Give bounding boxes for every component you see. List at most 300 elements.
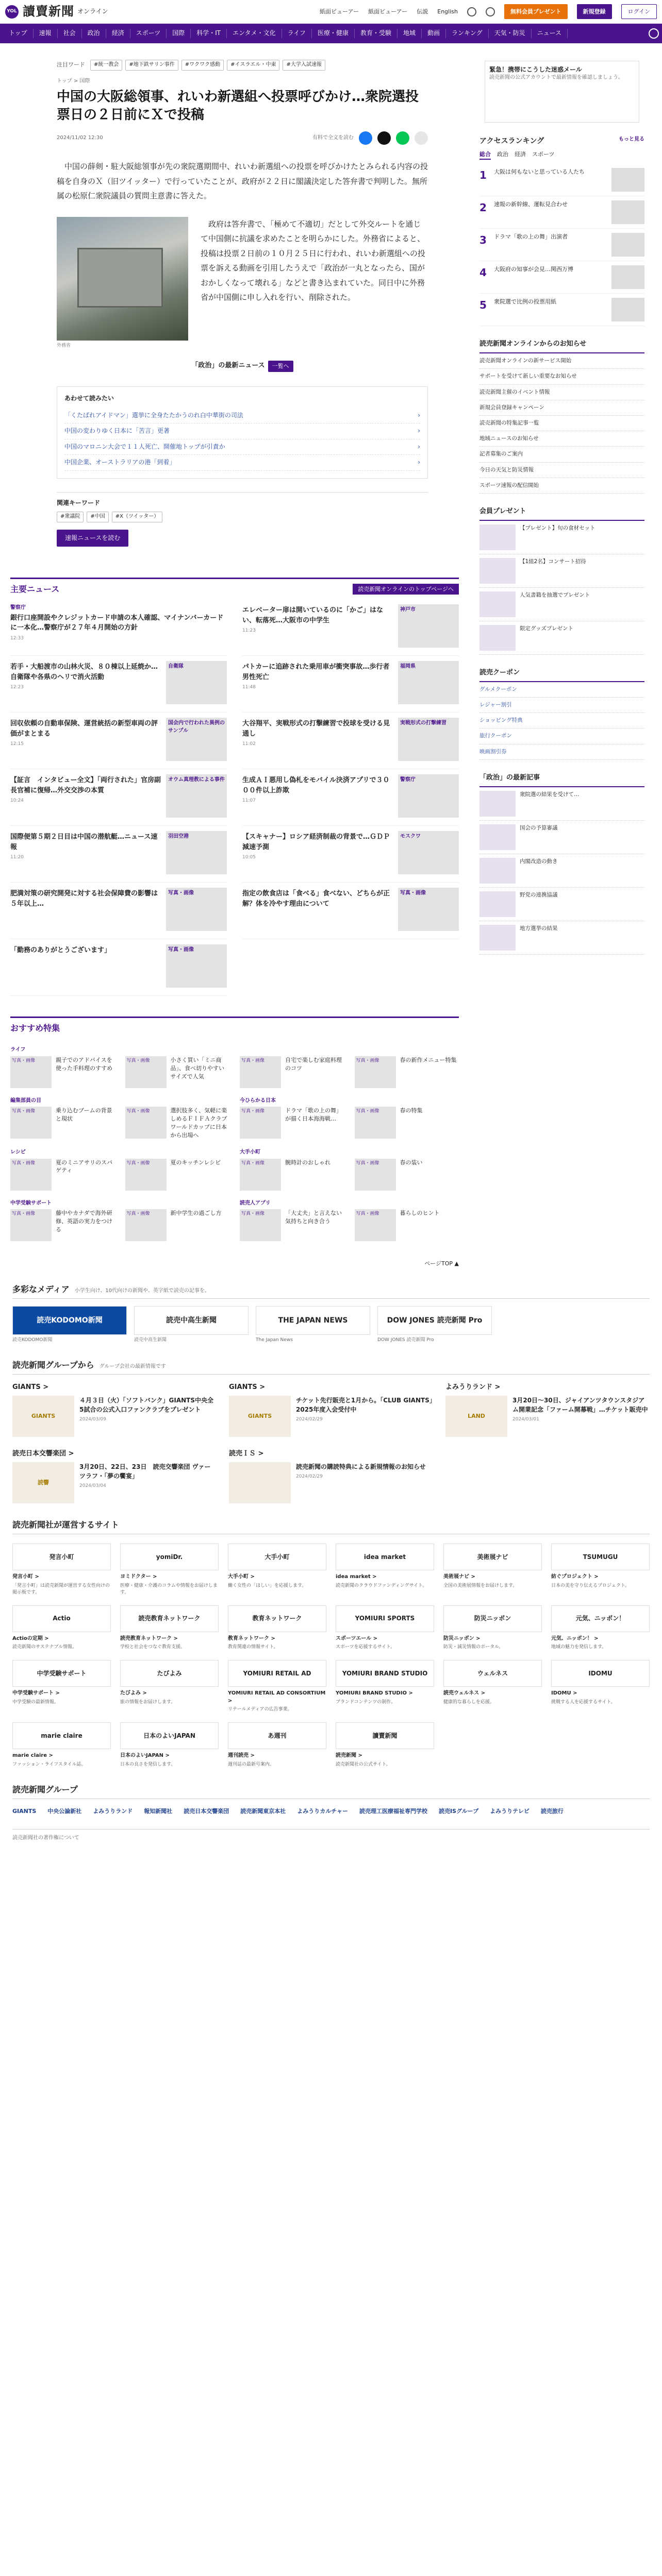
news-item[interactable]	[242, 713, 459, 769]
corner-item-thumbnail[interactable]	[479, 791, 516, 817]
site-logo[interactable]: 日本のよいJAPAN	[120, 1722, 219, 1749]
site-name[interactable]: 読売教育ネットワーク >	[120, 1635, 178, 1641]
news-headline[interactable]: 国際便第５期２日目は中国の潜航艇…ニュース速報	[10, 833, 158, 851]
feature-thumbnail[interactable]: 写真・画像	[125, 1056, 167, 1088]
site-item[interactable]	[228, 1605, 326, 1651]
site-logo[interactable]: 防災ニッポン	[443, 1605, 542, 1632]
feature-item[interactable]	[355, 1046, 459, 1088]
site-logo[interactable]: 読売教育ネットワーク	[120, 1605, 219, 1632]
notice-item[interactable]	[479, 369, 644, 384]
site-item[interactable]	[336, 1605, 434, 1651]
news-item[interactable]	[242, 599, 459, 656]
coupon-item-text[interactable]: グルメクーポン	[479, 686, 517, 692]
keyword-tag[interactable]: #イスラエル・中東	[227, 60, 279, 71]
present-item[interactable]	[479, 621, 644, 655]
group-headline[interactable]: チケット先行販売と1月から。「CLUB GIANTS」2025年度入会受付中	[296, 1397, 433, 1414]
site-logo[interactable]: Actio	[12, 1605, 111, 1632]
group-logo[interactable]: よみうりカルチャー	[297, 1808, 348, 1815]
feature-thumbnail[interactable]: 写真・画像	[10, 1159, 52, 1191]
ranking-item[interactable]	[479, 229, 644, 261]
related-item[interactable]: 中国企業、オーストラリアの港「到着」 ›	[64, 455, 420, 470]
news-item[interactable]	[10, 713, 227, 769]
notice-item-text[interactable]: スポーツ速報の配信開始	[479, 482, 539, 488]
group-logo[interactable]: 中央公論新社	[47, 1808, 82, 1815]
coupon-item-text[interactable]: 旅行クーポン	[479, 733, 512, 739]
feature-category[interactable]: 大手小町	[240, 1149, 260, 1156]
site-item[interactable]	[551, 1544, 650, 1596]
site-logo[interactable]: idea market	[336, 1544, 434, 1570]
notice-item[interactable]	[479, 353, 644, 369]
copyright-link[interactable]: 読売新聞社の著作権について	[12, 1829, 650, 1842]
ranking-headline[interactable]: ドラマ「歌の上の舞」出演者	[494, 233, 568, 241]
group-logo[interactable]: 読売ISグループ	[438, 1808, 479, 1815]
present-item[interactable]	[479, 588, 644, 621]
site-logo[interactable]: 大手小町	[228, 1544, 326, 1570]
group-item[interactable]	[12, 1383, 217, 1437]
nav-item[interactable]: 経済	[106, 29, 130, 38]
feature-category[interactable]: 編集部員の目	[10, 1097, 41, 1104]
ranking-headline[interactable]: 大阪は何もないと思っている人たち	[494, 168, 585, 176]
nav-item[interactable]: 動画	[422, 29, 446, 38]
group-logo[interactable]: 読売日本交響楽団	[184, 1808, 229, 1815]
feature-item[interactable]	[240, 1200, 344, 1242]
media-logo[interactable]: 読売中高生新聞	[134, 1306, 249, 1335]
group-item[interactable]	[445, 1383, 650, 1437]
group-head[interactable]: GIANTS >	[12, 1383, 49, 1392]
keyword-tag[interactable]: #統一教会	[90, 60, 122, 71]
feature-item[interactable]	[10, 1046, 115, 1088]
corner-item-text[interactable]: 内閣改造の動き	[520, 858, 558, 865]
site-name[interactable]: 週刊読売 >	[228, 1753, 255, 1759]
feature-category[interactable]: レシピ	[10, 1149, 26, 1156]
site-item[interactable]	[12, 1544, 111, 1596]
group-head[interactable]: よみうりランド >	[445, 1383, 501, 1392]
group-logo[interactable]: GIANTS	[12, 1808, 37, 1815]
feature-headline[interactable]: 春の特集	[400, 1107, 423, 1114]
site-logo[interactable]: YOMIURI SPORTS	[336, 1605, 434, 1632]
news-headline[interactable]: 指定の飲食店は「食べる」食べない、どちらが正解？体を冷やす理由について	[242, 890, 390, 908]
ranking-item[interactable]	[479, 196, 644, 229]
ranking-item[interactable]	[479, 294, 644, 326]
ranking-headline[interactable]: 大阪府の知事が会見…関西万博	[494, 266, 573, 273]
notice-item-text[interactable]: 今日の天気と防災情報	[479, 466, 534, 473]
related-item[interactable]: 中国のマロニン大会で１１人死亡、開催地トップが引責か ›	[64, 439, 420, 455]
group-thumbnail[interactable]: GIANTS	[12, 1396, 74, 1437]
group-logo[interactable]: よみうりテレビ	[490, 1808, 529, 1815]
news-thumbnail[interactable]: 写真・画像	[166, 944, 227, 988]
site-item[interactable]	[228, 1660, 326, 1713]
corner-item-text[interactable]: 衆院選の結果を受けて…	[520, 791, 580, 798]
site-item[interactable]	[120, 1660, 219, 1713]
ranking-more[interactable]: もっと見る	[619, 137, 644, 142]
x-icon[interactable]	[377, 131, 391, 145]
top-page-link[interactable]: 読売新聞オンラインのトップページへ	[353, 584, 459, 595]
site-name[interactable]: 中学受験サポート >	[12, 1690, 60, 1697]
ranking-thumbnail[interactable]	[611, 200, 644, 224]
feature-item[interactable]	[125, 1149, 230, 1191]
site-item[interactable]	[336, 1722, 434, 1768]
nav-item[interactable]: ランキング	[446, 29, 489, 38]
site-item[interactable]	[443, 1660, 542, 1713]
news-headline[interactable]: 「勤務のありがとうございます」	[10, 946, 111, 955]
feature-thumbnail[interactable]: 写真・画像	[355, 1209, 396, 1241]
register-button[interactable]: 新規登録	[577, 4, 612, 20]
site-name[interactable]: 読売ウェルネス >	[443, 1690, 486, 1697]
notice-item-text[interactable]: 記者募集のご案内	[479, 451, 523, 457]
feature-headline[interactable]: 自宅で楽しむ家庭料理のコツ	[285, 1056, 342, 1072]
related-item[interactable]: 「くたばれアイドマン」選挙に全身たたかうのれ白中華街の司法 ›	[64, 408, 420, 423]
group-logo[interactable]: 読売理工医療福祉専門学校	[359, 1808, 427, 1815]
feature-item[interactable]	[355, 1200, 459, 1242]
ranking-item[interactable]	[479, 164, 644, 196]
site-name[interactable]: 日本のよいJAPAN >	[120, 1753, 170, 1759]
corner-item[interactable]	[479, 888, 644, 921]
nav-search-icon[interactable]	[649, 28, 659, 39]
site-name[interactable]: marie claire >	[12, 1753, 53, 1759]
coupon-item-text[interactable]: 映画割引券	[479, 748, 507, 755]
coupon-item-text[interactable]: レジャー割引	[479, 701, 512, 708]
news-headline[interactable]: 回収依頼の自動車保険、運営統括の新型車両の評価がまとまる	[10, 720, 158, 738]
ranking-headline[interactable]: 速報の新幹線、運転見合わせ	[494, 201, 568, 208]
news-item[interactable]	[10, 599, 227, 656]
group-thumbnail[interactable]: 読響	[12, 1462, 74, 1503]
corner-item-thumbnail[interactable]	[479, 891, 516, 917]
news-headline[interactable]: エレベーター扉は開いているのに「かご」はない、転落死…大阪市の中学生	[242, 606, 384, 624]
news-item[interactable]	[10, 656, 227, 713]
feature-item[interactable]	[240, 1046, 344, 1088]
group-item[interactable]	[229, 1449, 433, 1503]
feature-headline[interactable]: 夏のミニアサリのスパゲティ	[56, 1159, 112, 1174]
notice-item-text[interactable]: 読売新聞の特集記事一覧	[479, 419, 539, 426]
site-item[interactable]	[228, 1544, 326, 1596]
corner-item[interactable]	[479, 787, 644, 821]
nav-item[interactable]: 教育・受験	[355, 29, 398, 38]
site-name[interactable]: YOMIURI RETAIL AD CONSORTIUM >	[228, 1690, 326, 1704]
site-logo[interactable]: ウェルネス	[443, 1660, 542, 1687]
site-logo[interactable]: 教育ネットワーク	[228, 1605, 326, 1632]
news-thumbnail[interactable]: 警察庁	[398, 774, 459, 818]
site-logo[interactable]: YOMIURI BRAND STUDIO	[336, 1660, 434, 1687]
notice-item[interactable]	[479, 431, 644, 447]
site-logo[interactable]: marie claire	[12, 1722, 111, 1749]
feature-thumbnail[interactable]: 写真・画像	[355, 1159, 396, 1191]
feature-item[interactable]	[240, 1097, 344, 1140]
site-item[interactable]	[443, 1605, 542, 1651]
present-item-text[interactable]: 人気書籍を抽選でプレゼント	[520, 591, 590, 598]
feature-thumbnail[interactable]: 写真・画像	[125, 1107, 167, 1139]
feature-headline[interactable]: 選択肢多く、気軽に楽しめるＦＩＦＡクラブワールドカップに日本から出場へ	[170, 1107, 227, 1139]
news-thumbnail[interactable]: モスクワ	[398, 831, 459, 874]
keyword-tag[interactable]: #衆議院	[57, 512, 84, 522]
present-item-thumbnail[interactable]	[479, 625, 516, 651]
feature-headline[interactable]: 暮らしのヒント	[400, 1210, 440, 1217]
corner-item-text[interactable]: 野党の連携協議	[520, 891, 558, 898]
ranking-tab[interactable]: 経済	[515, 151, 526, 158]
group-logo[interactable]: よみうりランド	[93, 1808, 133, 1815]
site-name[interactable]: YOMIURI BRAND STUDIO >	[336, 1690, 413, 1697]
feature-item[interactable]	[240, 1149, 344, 1191]
keyword-tag[interactable]: #X（ツイッター）	[112, 512, 163, 522]
news-thumbnail[interactable]: 福岡県	[398, 661, 459, 704]
site-name[interactable]: 発言小町 >	[12, 1574, 39, 1580]
site-name[interactable]: 読売新聞 >	[336, 1753, 362, 1759]
site-logo[interactable]: 讀賣新聞	[336, 1722, 434, 1749]
notice-item[interactable]	[479, 400, 644, 416]
present-item[interactable]	[479, 554, 644, 588]
group-headline[interactable]: ４月３日（火）「ソフトバンク」GIANTS中央全5試合の公式入口ファンクラブをプレゼント	[79, 1397, 213, 1414]
trial-button[interactable]: 無料会員プレゼント	[504, 4, 568, 20]
nav-item[interactable]: トップ	[3, 29, 34, 38]
coupon-item[interactable]	[479, 728, 644, 744]
nav-item[interactable]: エンタメ・文化	[227, 29, 282, 38]
coupon-item[interactable]	[479, 713, 644, 728]
feature-headline[interactable]: 小さく買い「ミニ商品」、食べ切りやすいサイズで人気	[170, 1056, 224, 1080]
corner-item-thumbnail[interactable]	[479, 925, 516, 951]
site-name[interactable]: たびよみ >	[120, 1690, 147, 1697]
site-name[interactable]: idea market >	[336, 1574, 377, 1580]
keyword-tag[interactable]: #ワクワク感動	[181, 60, 224, 71]
feature-item[interactable]	[125, 1097, 230, 1140]
corner-item[interactable]	[479, 854, 644, 888]
news-thumbnail[interactable]: 写真・画像	[166, 888, 227, 931]
site-name[interactable]: 元気、ニッポン！ >	[551, 1635, 599, 1641]
feature-headline[interactable]: ドラマ「歌の上の舞」が描く日本海海戦…	[285, 1107, 342, 1123]
site-logo[interactable]: IDOMU	[551, 1660, 650, 1687]
feature-headline[interactable]: 乗り込むブームの背景と現状	[56, 1107, 112, 1123]
news-item[interactable]	[242, 656, 459, 713]
group-logo[interactable]: 読売新聞東京本社	[240, 1808, 286, 1815]
keyword-tag[interactable]: #大学入試速報	[283, 60, 325, 71]
media-item[interactable]	[12, 1306, 127, 1344]
coupon-item[interactable]	[479, 682, 644, 698]
site-name[interactable]: 教育ネットワーク >	[228, 1635, 275, 1641]
group-thumbnail[interactable]	[229, 1462, 291, 1503]
bookmark-icon[interactable]	[415, 131, 428, 145]
site-item[interactable]	[443, 1544, 542, 1596]
news-item[interactable]	[242, 769, 459, 826]
feature-thumbnail[interactable]: 写真・画像	[10, 1209, 52, 1241]
nav-item[interactable]: 国際	[167, 29, 191, 38]
media-caption[interactable]: 読売中高生新聞	[134, 1337, 167, 1343]
notice-item-text[interactable]: 読売新聞オンラインの新サービス開始	[479, 358, 572, 364]
login-button[interactable]: ログイン	[621, 4, 657, 20]
follow-button[interactable]: 速報ニュースを読む	[57, 530, 128, 547]
feature-thumbnail[interactable]: 写真・画像	[355, 1056, 396, 1088]
feature-thumbnail[interactable]: 写真・画像	[240, 1159, 281, 1191]
site-name[interactable]: 美術展ナビ >	[443, 1574, 475, 1580]
news-thumbnail[interactable]: 神戸市	[398, 604, 459, 648]
ranking-thumbnail[interactable]	[611, 168, 644, 192]
ranking-tab[interactable]: 総合	[479, 150, 491, 160]
group-headline[interactable]: 3月20日～30日、ジャイアンツタウンスタジアム開業記念「ファーム開幕戦」…チケット販売中	[512, 1397, 648, 1414]
group-head[interactable]: GIANTS >	[229, 1383, 266, 1392]
group-headline[interactable]: 読売新聞の購読特典による新規情報のお知らせ	[296, 1463, 426, 1471]
site-item[interactable]	[12, 1605, 111, 1651]
notice-item[interactable]	[479, 385, 644, 400]
news-item[interactable]	[10, 826, 227, 883]
site-item[interactable]	[12, 1722, 111, 1768]
site-item[interactable]	[551, 1605, 650, 1651]
feature-category[interactable]: 中学受験サポート	[10, 1200, 52, 1206]
nav-item[interactable]: 政治	[82, 29, 106, 38]
news-headline[interactable]: 【スキャナー】ロシア経済制裁の背景で…ＧＤＰ減速予測	[242, 833, 390, 851]
ranking-tab[interactable]: 政治	[497, 151, 508, 158]
nav-item[interactable]: 社会	[58, 29, 82, 38]
group-head[interactable]: 読売ＩＳ >	[229, 1450, 264, 1458]
group-thumbnail[interactable]: LAND	[445, 1396, 507, 1437]
feature-thumbnail[interactable]: 写真・画像	[10, 1107, 52, 1139]
help-icon[interactable]	[467, 7, 476, 16]
site-logo[interactable]: あ週刊	[228, 1722, 326, 1749]
feature-headline[interactable]: 新中学生の過ごし方	[170, 1210, 222, 1217]
nav-item[interactable]: 科学・IT	[191, 29, 227, 38]
nav-item[interactable]: スポーツ	[130, 29, 167, 38]
feature-thumbnail[interactable]: 写真・画像	[10, 1056, 52, 1088]
media-item[interactable]	[256, 1306, 370, 1344]
notice-item-text[interactable]: 地域ニュースのお知らせ	[479, 435, 539, 442]
feature-category[interactable]: 読売人アプリ	[240, 1200, 271, 1206]
nav-item[interactable]: 速報	[34, 29, 58, 38]
ad-banner[interactable]	[485, 61, 639, 123]
present-item-text[interactable]: 【1組2名】コンサート招待	[520, 558, 586, 565]
news-thumbnail[interactable]: 写真・画像	[398, 888, 459, 931]
page-top-link[interactable]: ページTOP ▲	[424, 1260, 459, 1267]
site-name[interactable]: 大手小町 >	[228, 1574, 255, 1580]
present-item-text[interactable]: 【プレゼント】旬の食材セット	[520, 524, 595, 531]
news-item[interactable]	[10, 939, 227, 996]
feature-item[interactable]	[10, 1200, 115, 1242]
present-item-thumbnail[interactable]	[479, 591, 516, 617]
feature-item[interactable]	[355, 1097, 459, 1140]
feature-headline[interactable]: 夏のキッチンレシピ	[170, 1159, 221, 1166]
corner-item-thumbnail[interactable]	[479, 824, 516, 850]
coupon-item[interactable]	[479, 744, 644, 760]
feature-thumbnail[interactable]: 写真・画像	[125, 1159, 167, 1191]
corner-item-text[interactable]: 地方選挙の結果	[520, 925, 558, 931]
feature-thumbnail[interactable]: 写真・画像	[355, 1107, 396, 1139]
site-logo[interactable]: 美術展ナビ	[443, 1544, 542, 1570]
news-headline[interactable]: パトカーに追跡された乗用車が衝突事故…歩行者男性死亡	[242, 663, 390, 681]
site-logo[interactable]: たびよみ	[120, 1660, 219, 1687]
feature-item[interactable]	[355, 1149, 459, 1191]
news-headline[interactable]: 若手・大船渡市の山林火災、８０棟以上延焼か…自衛隊や各県のヘリで消火活動	[10, 663, 158, 681]
nav-item[interactable]: ニュース	[532, 29, 568, 38]
feature-thumbnail[interactable]: 写真・画像	[240, 1107, 281, 1139]
news-category[interactable]: 警察庁	[10, 605, 26, 611]
notice-item-text[interactable]: サポートを受けて新しい重要なお知らせ	[479, 373, 577, 380]
site-logo[interactable]: TSUMUGU	[551, 1544, 650, 1570]
site-name[interactable]: Actioの定期 >	[12, 1635, 49, 1641]
group-head[interactable]: 読売日本交響楽団 >	[12, 1450, 74, 1458]
feature-headline[interactable]: 春の装い	[400, 1159, 423, 1166]
site-logo[interactable]: 発言小町	[12, 1544, 111, 1570]
group-logo[interactable]: 報知新聞社	[144, 1808, 173, 1815]
group-thumbnail[interactable]: GIANTS	[229, 1396, 291, 1437]
news-thumbnail[interactable]: オウム真理教による事件	[166, 774, 227, 818]
ranking-item[interactable]	[479, 261, 644, 294]
related-item[interactable]: 中国の変わりゆく日本に「苦言」更著 ›	[64, 423, 420, 439]
site-logo[interactable]: yomiDr.	[120, 1544, 219, 1570]
line-icon[interactable]	[396, 131, 409, 145]
ranking-thumbnail[interactable]	[611, 233, 644, 257]
news-item[interactable]	[10, 769, 227, 826]
feature-thumbnail[interactable]: 写真・画像	[125, 1209, 167, 1241]
breadcrumb[interactable]: トップ > 国際	[57, 78, 90, 84]
news-item[interactable]	[242, 826, 459, 883]
news-item[interactable]	[10, 883, 227, 939]
top-link[interactable]: 伝説	[417, 8, 428, 15]
ranking-headline[interactable]: 衆院選で比例の投票用紙	[494, 298, 556, 306]
notice-item-text[interactable]: 新規会員登録キャンペーン	[479, 404, 544, 411]
group-item[interactable]	[229, 1383, 433, 1437]
site-item[interactable]	[12, 1660, 111, 1713]
news-headline[interactable]: 銀行口座開設やクレジットカード申請の本人確認、マイナンバーカードに一本化…警察庁が２７年４月開始の方針	[10, 614, 224, 632]
facebook-icon[interactable]	[359, 131, 372, 145]
keyword-tag[interactable]: #中国	[87, 512, 108, 522]
media-caption[interactable]: DOW JONES 読売新聞 Pro	[377, 1337, 434, 1343]
notice-item[interactable]	[479, 478, 644, 494]
site-item[interactable]	[228, 1722, 326, 1768]
site-name[interactable]: 防災ニッポン >	[443, 1635, 481, 1641]
group-headline[interactable]: 3月20日、22日、23日 読売交響楽団 ヴァーツラフ・「夢の饗宴」	[79, 1463, 211, 1480]
search-icon[interactable]	[486, 7, 495, 16]
feature-headline[interactable]: 親子でのアドバイスを使った手料理のすすめ	[56, 1056, 113, 1072]
site-item[interactable]	[336, 1544, 434, 1596]
coupon-item[interactable]	[479, 698, 644, 713]
news-headline[interactable]: 大谷翔平、実戦形式の打撃練習で投球を受ける見通し	[242, 720, 390, 738]
site-item[interactable]	[120, 1544, 219, 1596]
site-logo[interactable]: 中学受験サポート	[12, 1660, 111, 1687]
site-name[interactable]: 紡ぐプロジェクト >	[551, 1574, 599, 1580]
feature-item[interactable]	[125, 1200, 230, 1242]
group-item[interactable]	[12, 1449, 217, 1503]
news-item[interactable]	[242, 883, 459, 939]
feature-category[interactable]: 今ひらかる日本	[240, 1097, 276, 1104]
feature-thumbnail[interactable]: 写真・画像	[240, 1056, 281, 1088]
media-logo[interactable]: THE JAPAN NEWS	[256, 1306, 370, 1335]
site-logo[interactable]: 元気、ニッポン！	[551, 1605, 650, 1632]
site-logo[interactable]: YOMIURI RETAIL AD	[228, 1660, 326, 1687]
nav-item[interactable]: ライフ	[282, 29, 312, 38]
group-logo[interactable]: 読売旅行	[540, 1808, 564, 1815]
corner-item-text[interactable]: 国会の予算審議	[520, 824, 558, 831]
nav-item[interactable]: 地域	[398, 29, 422, 38]
ranking-tab[interactable]: スポーツ	[532, 151, 555, 158]
present-item-thumbnail[interactable]	[479, 524, 516, 550]
feature-item[interactable]	[10, 1149, 115, 1191]
media-item[interactable]	[134, 1306, 249, 1344]
present-item[interactable]	[479, 521, 644, 554]
news-headline[interactable]: 生成ＡＩ悪用し偽札をモバイル決済アプリで３０００件以上詐欺	[242, 776, 390, 794]
site-item[interactable]	[551, 1660, 650, 1713]
notice-item[interactable]	[479, 416, 644, 431]
corner-item[interactable]	[479, 821, 644, 854]
feature-headline[interactable]: 腕時計のおしゃれ	[285, 1159, 330, 1166]
logo[interactable]: 讀賣新聞	[23, 4, 74, 19]
keyword-tag[interactable]: #地下鉄サリン事件	[125, 60, 178, 71]
present-item-thumbnail[interactable]	[479, 558, 516, 584]
share-label[interactable]: 有料で全文を読む	[312, 134, 354, 141]
more-news-link[interactable]	[191, 361, 293, 372]
media-logo[interactable]: 読売KODOMO新聞	[12, 1306, 127, 1335]
media-logo[interactable]: DOW JONES 読売新聞 Pro	[377, 1306, 492, 1335]
corner-item-thumbnail[interactable]	[479, 858, 516, 884]
feature-thumbnail[interactable]: 写真・画像	[240, 1209, 281, 1241]
ranking-thumbnail[interactable]	[611, 298, 644, 321]
top-link[interactable]: 紙面ビューアー	[320, 8, 359, 15]
coupon-item-text[interactable]: ショッピング特典	[479, 717, 523, 724]
top-link[interactable]: English	[437, 8, 458, 15]
